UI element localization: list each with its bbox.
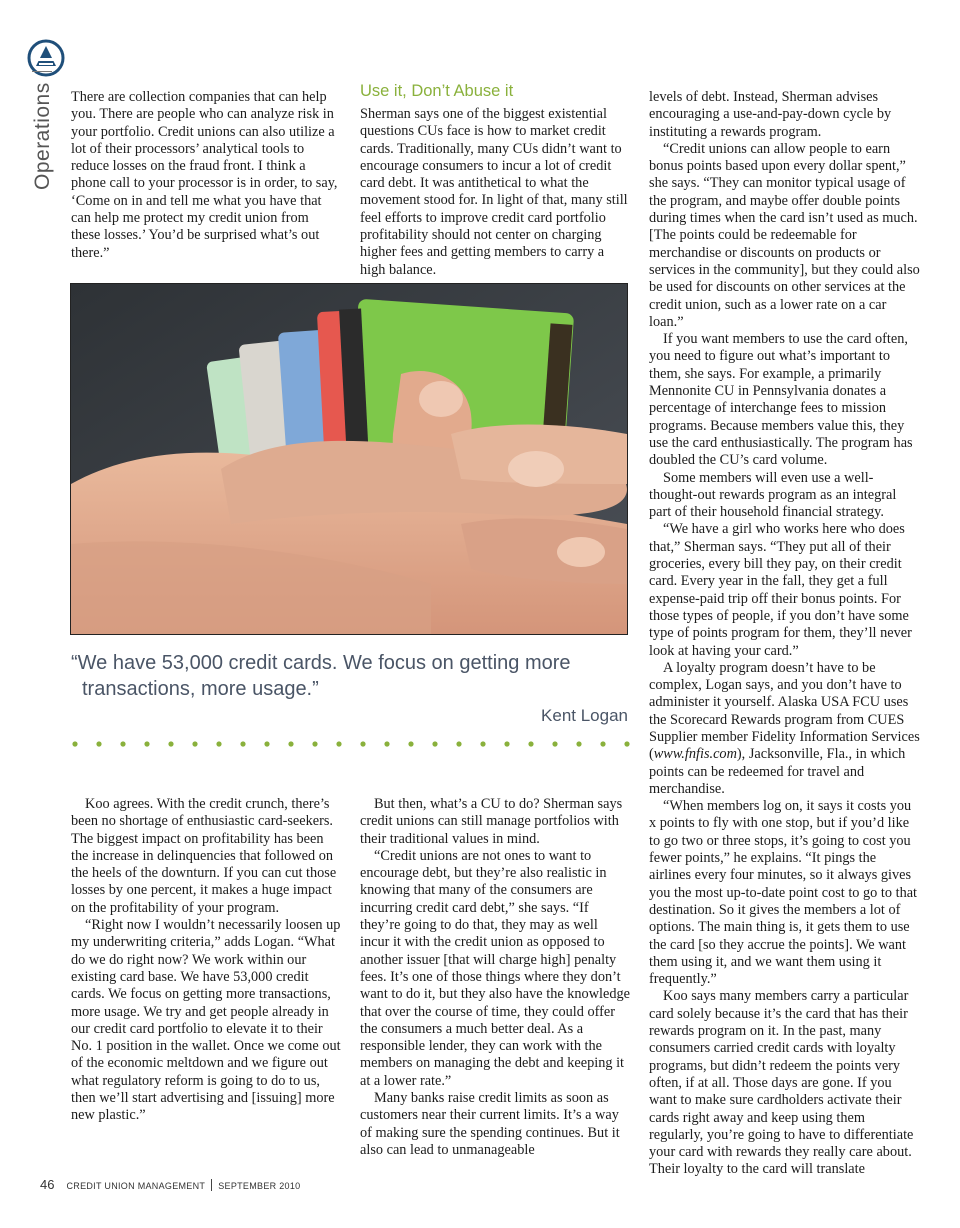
divider-dot [336,741,341,746]
credit-cards-photo [70,283,628,635]
divider-dot [576,741,581,746]
divider-dot [456,741,461,746]
divider-dot [264,741,269,746]
paragraph: “Right now I wouldn’t necessarily loosen up my underwriting criteria,” adds Logan. “What do we do right now? We work within our existing card base. We have 53,000 credit cards. We focus on getting more transactions, more usage. We try and get people already in our credit card portfolio to elevate it to their No. 1 position in the wallet. Once we come out of the economic meltdown and we figure out what regulatory reform is going to do to us, then we’ll start advertising and [issuing] more new plastic.” [71,917,341,1124]
paragraph: Sherman says one of the biggest existential questions CUs face is how to market credit cards. Traditionally, many CUs didn’t want to encourage consumers to incur a lot of credit card debt. It was antithetical to what the movement stood for. In light of that, many still feel efforts to improve credit card portfolio profitability should not center on charging higher fees and getting members to carry a high balance. [360,106,628,278]
paragraph: “Credit unions are not ones to want to encourage debt, but they’re also realistic in knowing that many of the consumers are incurring credit card debt,” she says. “If they’re going to do that, they may as well incur it with the credit union as opposed to another issuer [that will charge high] penalty fees. It’s one of those things where they don’t want to do it, but they also have the knowledge that over the course of time, they could offer the consumers a much better deal. As a responsible lender, they can work with the members on managing the debt and keeping it at a lower rate.” [360,847,630,1089]
paragraph: “Credit unions can allow people to earn bonus points based upon every dollar spent,” she says. “They can monitor typical usage of the program, and maybe offer double points during times when the card isn’t used as much. [The points could be redeemable for merchandise or discounts on products or services in the community], but they could also be used for discounts on other services at the credit union, such as a lower rate on a car loan.” [649,140,920,330]
page-number: 46 [40,1177,55,1192]
paragraph: There are collection companies that can help you. There are people who can analyze risk in your portfolio. Credit unions can also utilize a lot of their processors’ analytical tools to reduce losses on the fraud front. I think a phone call to your processor is in order, to say, ‘Come on in and tell me what you have that can help me protect my credit union from these losses.’ You’d be surprised what’s out there.” [71,89,338,261]
column-2-bottom [360,796,630,1159]
paragraph: Koo agrees. With the credit crunch, there’s been no shortage of enthusiastic card-seekers. The biggest impact on profitability has been the increase in delinquencies that followed on the heels of the downturn. If you can cut those losses by one percent, it makes a huge impact on the profitability of your program. [71,796,337,916]
paragraph: Some members will even use a well-thought-out rewards program as an integral part of their household financial strategy. [649,469,897,521]
divider-dot [240,741,245,746]
divider-dot [312,741,317,746]
divider-dot [552,741,557,746]
divider-dot [600,741,605,746]
divider-dot [504,741,509,746]
paragraph-text: ), Jacksonville, Fla., in which points can be redeemed for travel and merchandise. [649,746,906,797]
divider-dot [216,741,221,746]
divider-dot [384,741,389,746]
website-url: www.fnfis.com [653,746,737,763]
divider-dot [624,741,629,746]
divider-dot [72,741,77,746]
divider-dot [192,741,197,746]
column-1-bottom [71,796,341,1125]
divider-dot [168,741,173,746]
pull-quote-attribution: Kent Logan [541,706,628,725]
pull-quote: “We have 53,000 credit cards. We focus on getting more transactions, more usage.” [71,652,571,700]
paragraph: “We have a girl who works here who does that,” Sherman says. “They put all of their groceries, every bill they pay, on their credit card. Every year in the fall, they get a full expense-paid trip off their bonus points. For those types of people, if you don’t have some type of points program for them, they’ll never look at having your card.” [649,521,912,659]
divider-dot [144,741,149,746]
paragraph: But then, what’s a CU to do? Sherman says credit unions can still manage portfolios with their traditional values in mind. [360,796,623,847]
divider-dot [432,741,437,746]
column-1-top [71,89,341,262]
paragraph: If you want members to use the card often, you need to figure out what’s important to them, she says. For example, a primarily Mennonite CU in Pennsylvania donates a percentage of interchange fees to mission programs. Because members value this, they use the card enthusiastically. The program has doubled the CU’s card volume. [649,331,913,469]
issue-date: SEPTEMBER 2010 [218,1181,301,1191]
publication-name: CREDIT UNION MANAGEMENT [66,1181,206,1191]
divider-dot [480,741,485,746]
divider-dot [360,741,365,746]
divider-dot [288,741,293,746]
divider-dot [96,741,101,746]
divider-dot [408,741,413,746]
dotted-divider [71,739,631,749]
column-3 [649,89,921,1179]
subhead: Use it, Don’t Abuse it [360,82,514,100]
section-label: Operations [31,71,55,190]
paragraph: levels of debt. Instead, Sherman advises encouraging a use-and-pay-down cycle by instituting a rewards program. [649,89,892,140]
paragraph: Many banks raise credit limits as soon as customers near their current limits. It’s a way of making sure the spending continues. But it also can lead to unmanageable [360,1090,620,1158]
divider-dot [528,741,533,746]
column-2-top [360,106,630,279]
paragraph-text: A loyalty program doesn’t have to be complex, Logan says, and you don’t have to administer it yourself. Alaska USA FCU uses the Scorecard Rewards program from CUES Supplier member Fidelity Information Services ( [649,659,920,763]
paragraph: “When members log on, it says it costs you x points to fly with one stop, but if you’d like to go two or three stops, it’s going to cost you fewer points,” he explains. “It pings the airlines every four minutes, so it always gives you the most up-to-date point cost to go to that destination. So it gives the members a lot of options. The main thing is, it gets them to use the card [so they accrue the points]. We want them using it, and we want them using it frequently.” [649,798,918,988]
paragraph [649,660,921,798]
paragraph: Koo says many members carry a particular card solely because it’s the card that has their rewards program on it. In the past, many consumers carried credit cards with loyalty programs, but didn’t redeem the points very often, if at all. Those days are gone. If you want to make sure cardholders activate their cards right away and keep using them regularly, you’re going to have to differentiate your card with rewards they really care about. Their loyalty to the card will translate [649,988,914,1178]
page-footer [40,1176,300,1194]
divider-dot [120,741,125,746]
